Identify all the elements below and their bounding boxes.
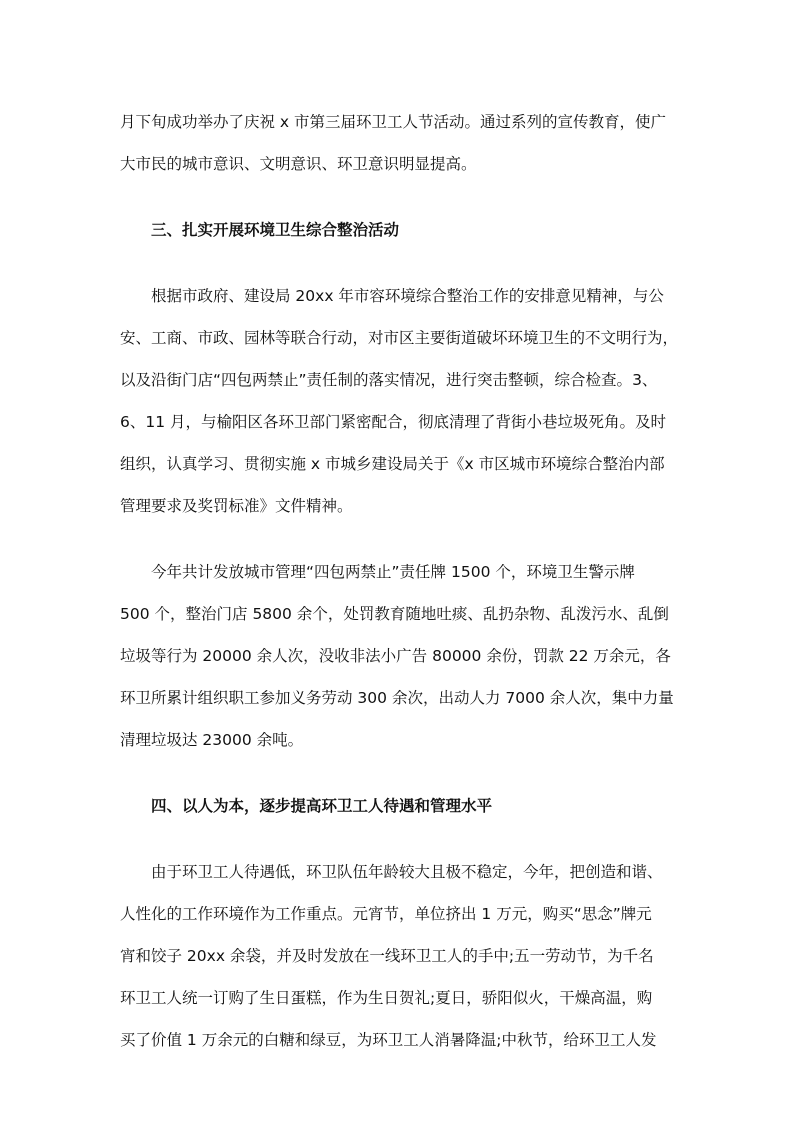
text-line: 人性化的工作环境作为工作重点。元宵节，单位挤出 1 万元，购买“思念”牌元 [120, 905, 652, 923]
paragraph-gap [120, 761, 680, 785]
text-line: 月下旬成功举办了庆祝 x 市第三届环卫工人节活动。通过系列的宣传教育，使广 [120, 113, 667, 131]
text-line: 安、工商、市政、园林等联合行动，对市区主要街道破坏环境卫生的不文明行为， [120, 329, 679, 347]
text-line: 大市民的城市意识、文明意识、环卫意识明显提高。 [120, 155, 477, 173]
paragraph-gap [120, 251, 680, 275]
text-line: 今年共计发放城市管理“四包两禁止”责任牌 1500 个，环境卫生警示牌 [151, 563, 635, 581]
section-3-paragraph-2 [120, 551, 680, 761]
paragraph-gap [120, 827, 680, 851]
document-body [120, 101, 680, 1061]
section-4-heading: 四、以人为本，逐步提高环卫工人待遇和管理水平 [151, 797, 493, 815]
text-line: 由于环卫工人待遇低，环卫队伍年龄较大且极不稳定，今年，把创造和谐、 [151, 863, 663, 881]
intro-paragraph [120, 101, 680, 185]
section-3-heading: 三、扎实开展环境卫生综合整治活动 [151, 221, 400, 239]
text-line: 宵和饺子 20xx 余袋，并及时发放在一线环卫工人的手中;五一劳动节，为千名 [120, 947, 654, 965]
paragraph-gap [120, 185, 680, 209]
text-line: 清理垃圾达 23000 余吨。 [120, 731, 304, 749]
text-line: 根据市政府、建设局 20xx 年市容环境综合整治工作的安排意见精神，与公 [151, 287, 664, 305]
section-3-paragraph-1 [120, 275, 680, 527]
text-line: 以及沿街门店“四包两禁止”责任制的落实情况，进行突击整顿，综合检查。3、 [120, 371, 658, 389]
text-line: 环卫工人统一订购了生日蛋糕，作为生日贺礼;夏日，骄阳似火，干燥高温，购 [120, 989, 653, 1007]
text-line: 买了价值 1 万余元的白糖和绿豆，为环卫工人消暑降温;中秋节，给环卫工人发 [120, 1031, 657, 1049]
paragraph-gap [120, 527, 680, 551]
text-line: 500 个，整治门店 5800 余个，处罚教育随地吐痰、乱扔杂物、乱泼污水、乱倒 [120, 605, 669, 623]
text-line: 环卫所累计组织职工参加义务劳动 300 余次，出动人力 7000 余人次，集中力量 [120, 689, 674, 707]
text-line: 组织，认真学习、贯彻实施 x 市城乡建设局关于《x 市区城市环境综合整治内部 [120, 455, 665, 473]
text-line: 管理要求及奖罚标准》文件精神。 [120, 497, 353, 515]
section-4-paragraph-1 [120, 851, 680, 1061]
text-line: 6、11 月，与榆阳区各环卫部门紧密配合，彻底清理了背街小巷垃圾死角。及时 [120, 413, 667, 431]
text-line: 垃圾等行为 20000 余人次，没收非法小广告 80000 余份，罚款 22 万余元，各 [120, 647, 671, 665]
